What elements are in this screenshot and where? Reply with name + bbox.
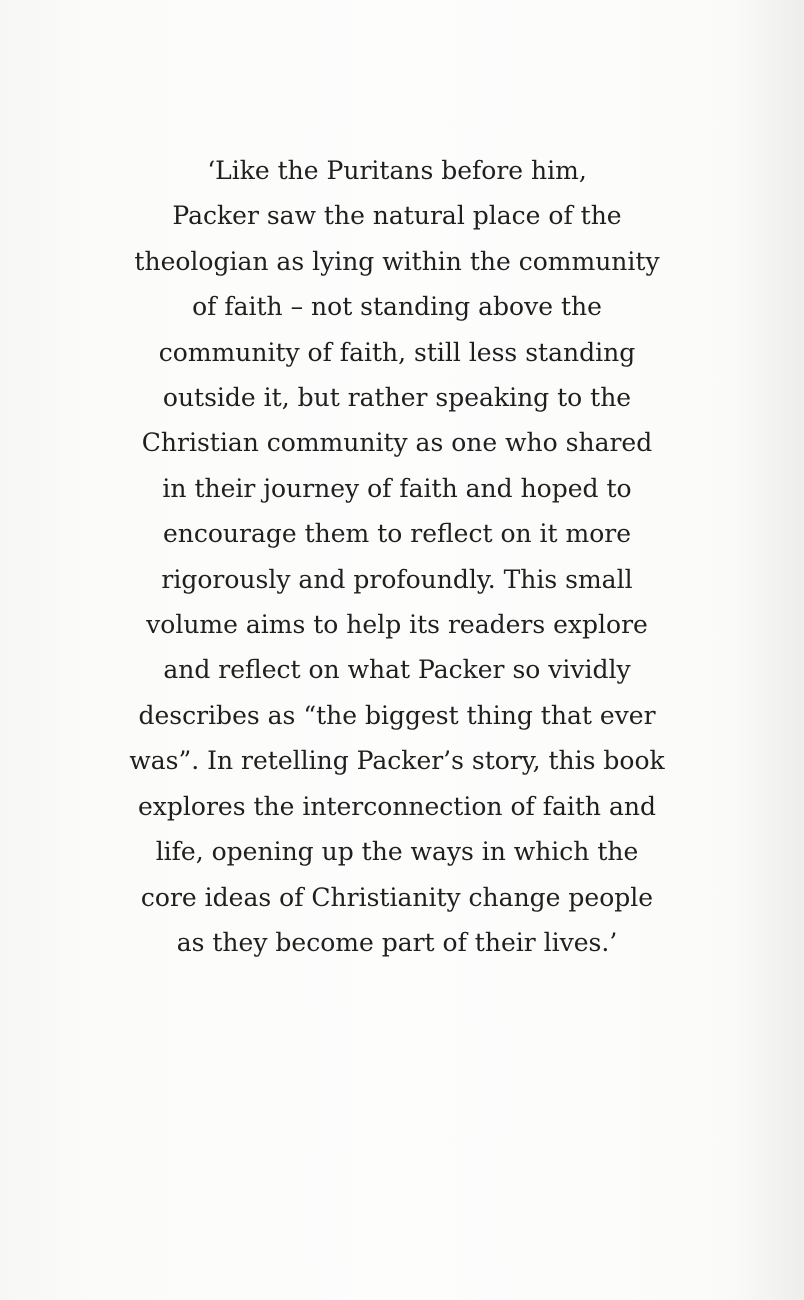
quote-line-14: was”. In retelling Packer’s story, this book xyxy=(129,746,665,776)
quote-line-1: ‘Like the Puritans before him, xyxy=(207,156,587,185)
quote-line-2: Packer saw the natural place of the xyxy=(172,201,622,231)
quote-line-16: life, opening up the ways in which the xyxy=(155,837,639,867)
quote-line-17: core ideas of Christianity change people xyxy=(140,882,654,912)
quote-line-9: encourage them to reflect on it more xyxy=(162,519,632,549)
quote-line-12: and reflect on what Packer so vividly xyxy=(163,655,631,685)
quote-line-15: explores the interconnection of faith and xyxy=(138,791,656,821)
quote-line-3: theologian as lying within the community xyxy=(134,246,660,276)
quote-line-4: of faith – not standing above the xyxy=(192,292,602,322)
quote-line-18: as they become part of their lives.’ xyxy=(176,927,618,957)
quote-line-10: rigorously and profoundly. This small xyxy=(161,564,633,594)
quote-line-8: in their journey of faith and hoped to xyxy=(162,473,632,503)
quote-line-6: outside it, but rather speaking to the xyxy=(162,383,632,413)
quote-line-7: Christian community as one who shared xyxy=(141,428,653,458)
quote-line-11: volume aims to help its readers explore xyxy=(146,610,648,640)
quote-line-13: describes as “the biggest thing that ever xyxy=(138,700,656,730)
quote-line-5: community of faith, still less standing xyxy=(158,337,636,367)
quote-block xyxy=(100,148,694,965)
